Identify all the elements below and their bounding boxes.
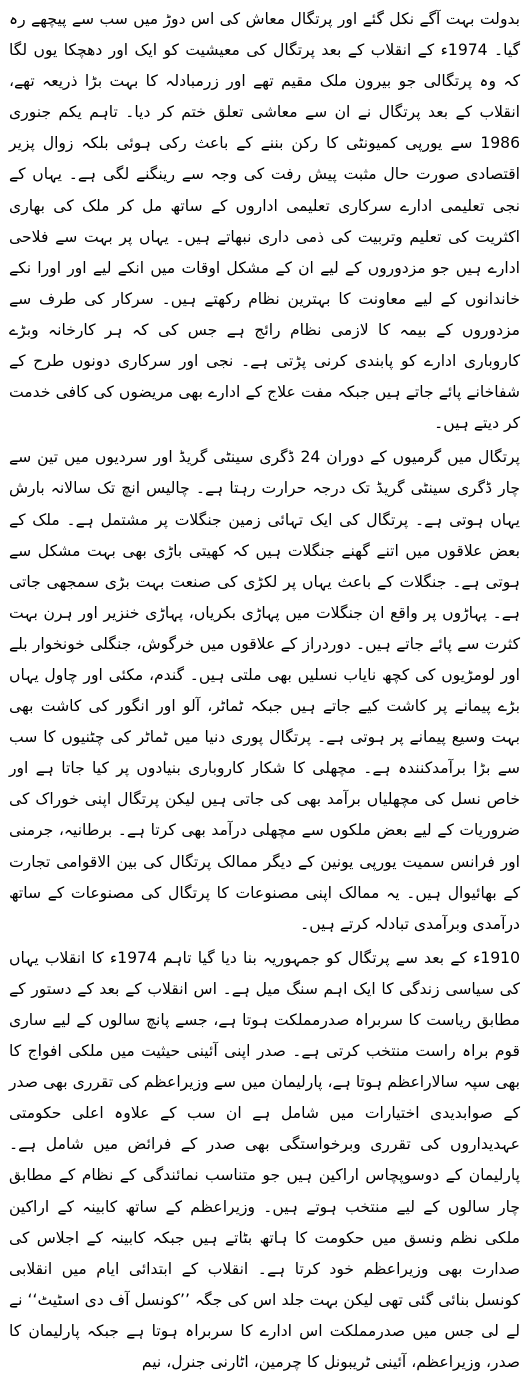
paragraph-climate-agriculture: پرتگال میں گرمیوں کے دوران 24 ڈگری سینٹی گریڈ اور سردیوں میں تین سے چار ڈگری سینٹی گریڈ تک درجہ حرارت رہتا ہے۔ چالیس انچ تک سالانہ بارش یہاں ہوتی ہے۔ پرتگال کی ایک تہائی زمین جنگلات پر مشتمل ہے۔ ملک کے بعض علاقوں میں اتنے گھنے جنگلات ہیں کہ کھیتی باڑی بھی بہت مشکل سے ہوتی ہے۔ جنگلات کے باعث یہاں پر لکڑی کی صنعت بہت بڑی سمجھی جاتی ہے۔ پہاڑوں پر واقع ان جنگلات میں پہاڑی بکریاں، پہاڑی خنزیر اور ہرن بہت کثرت سے پائے جاتے ہیں۔ دوردراز کے علاقوں میں خرگوش، جنگلی خونخوار بلے اور لومڑیوں کی کچھ نایاب نسلیں بھی ملتی ہیں۔ گندم، مکئی اور چاول یہاں بڑے پیمانے پر کاشت کیے جاتے ہیں جبکہ ٹماٹر، آلو اور انگور کی کاشت بھی بہت وسیع پیمانے پر ہوتی ہے۔ پرتگال پوری دنیا میں ٹماٹر کی چٹنیوں کا سب سے بڑا برآمدکنندہ ہے۔ مچھلی کا شکار کاروباری بنیادوں پر کیا جاتا ہے اور خاص نسل کی مچھلیاں برآمد بھی کی جاتی ہیں لیکن پرتگال اپنی خوراک کی ضروریات کے لیے بعض ملکوں سے مچھلی درآمد بھی کرتا ہے۔ برطانیہ، جرمنی اور فرانس سمیت یورپی یونین کے دیگر ممالک پرتگال کی بین الاقوامی تجارت کے بھائیوال ہیں۔ یہ ممالک اپنی مصنوعات کا پرتگال کی مصنوعات کے ساتھ درآمدی وبرآمدی تبادلہ کرتے ہیں۔ bbox=[9, 448, 520, 933]
paragraph-politics-constitution: 1910ء کے بعد سے پرتگال کو جمہوریہ بنا دیا گیا تاہم 1974ء کا انقلاب یہاں کی سیاسی زندگی کا ایک اہم سنگ میل ہے۔ اس انقلاب کے بعد کے دستور کے مطابق ریاست کا سربراہ صدرمملکت ہوتا ہے، جسے پانچ سالوں کے لیے ساری قوم براہ راست منتخب کرتی ہے۔ صدر اپنی آئینی حیثیت میں ملکی افواج کا بھی سپہ سالاراعظم ہوتا ہے، پارلیمان میں سے وزیراعظم کی تقرری بھی صدر کے صوابدیدی اختیارات میں شامل ہے ان سب کے علاوہ اعلی حکومتی عہدیداروں کی تقرری وبرخواستگی بھی صدر کے فرائض میں شامل ہے۔ پارلیمان کے دوسوپچاس اراکین ہیں جو متناسب نمائندگی کے نظام کے مطابق چار سالوں کے لیے منتخب ہوتے ہیں۔ وزیراعظم کے ساتھ کابینہ کے اراکین ملکی نظم ونسق میں حکومت کا ہاتھ بٹاتے ہیں جبکہ کابینہ کے اجلاس کی صدارت بھی وزیراعظم خود کرتا ہے۔ انقلاب کے ابتدائی ایام میں انقلابی کونسل بنائی گئی تھی لیکن بہت جلد اس کی جگہ ’’کونسل آف دی اسٹیٹ‘‘ نے لے لی جس میں صدرمملکت اس ادارے کا سربراہ ہوتا ہے جبکہ پارلیمان کا صدر، وزیراعظم، آئینی ٹریبونل کا چرمین، اٹارنی جنرل، نیم bbox=[9, 948, 520, 1372]
paragraph-economy-welfare: بدولت بہت آگے نکل گئے اور پرتگال معاش کی اس دوڑ میں سب سے پیچھے رہ گیا۔ 1974ء کے انقلاب کے بعد پرتگال کی معیشیت کو ایک اور دھچکا یوں لگا کہ وہ پرتگالی جو بیرون ملک مقیم تھے اور زرمبادلہ کا بہت بڑا ذریعہ تھے، انقلاب کے بعد پرتگال نے ان سے معاشی تعلق ختم کر دیا۔ تاہم یکم جنوری 1986 سے یورپی کمیونٹی کا رکن بننے کے باعث رکی ہوئی بلکہ زوال پزیر اقتصادی صورت حال مثبت پیش رفت کی وجہ سے رینگنے لگی ہے۔ یہاں کے نجی تعلیمی ادارے سرکاری تعلیمی اداروں کے ساتھ مل کر ملک کی بھاری اکثریت کی تعلیم وتربیت کی ذمی داری نبھاتے ہیں۔ یہاں پر بہت سے فلاحی ادارے ہیں جو مزدوروں کے لیے ان کے مشکل اوقات میں انکے لیے اور اورا نکے خاندانوں کے لیے معاونت کا بہترین نظام رکھتے ہیں۔ سرکار کی طرف سے مزدوروں کے بیمہ کا لازمی نظام رائج ہے جس کی کہ ہر کارخانہ وبڑے کاروباری ادارے کو پابندی کرنی پڑتی ہے۔ نجی اور سرکاری دونوں طرح کے شفاخانے پائے جاتے ہیں جبکہ مفت علاج کے ادارے بھی مریضوں کی کافی خدمت کر دیتے ہیں۔ bbox=[9, 10, 521, 433]
